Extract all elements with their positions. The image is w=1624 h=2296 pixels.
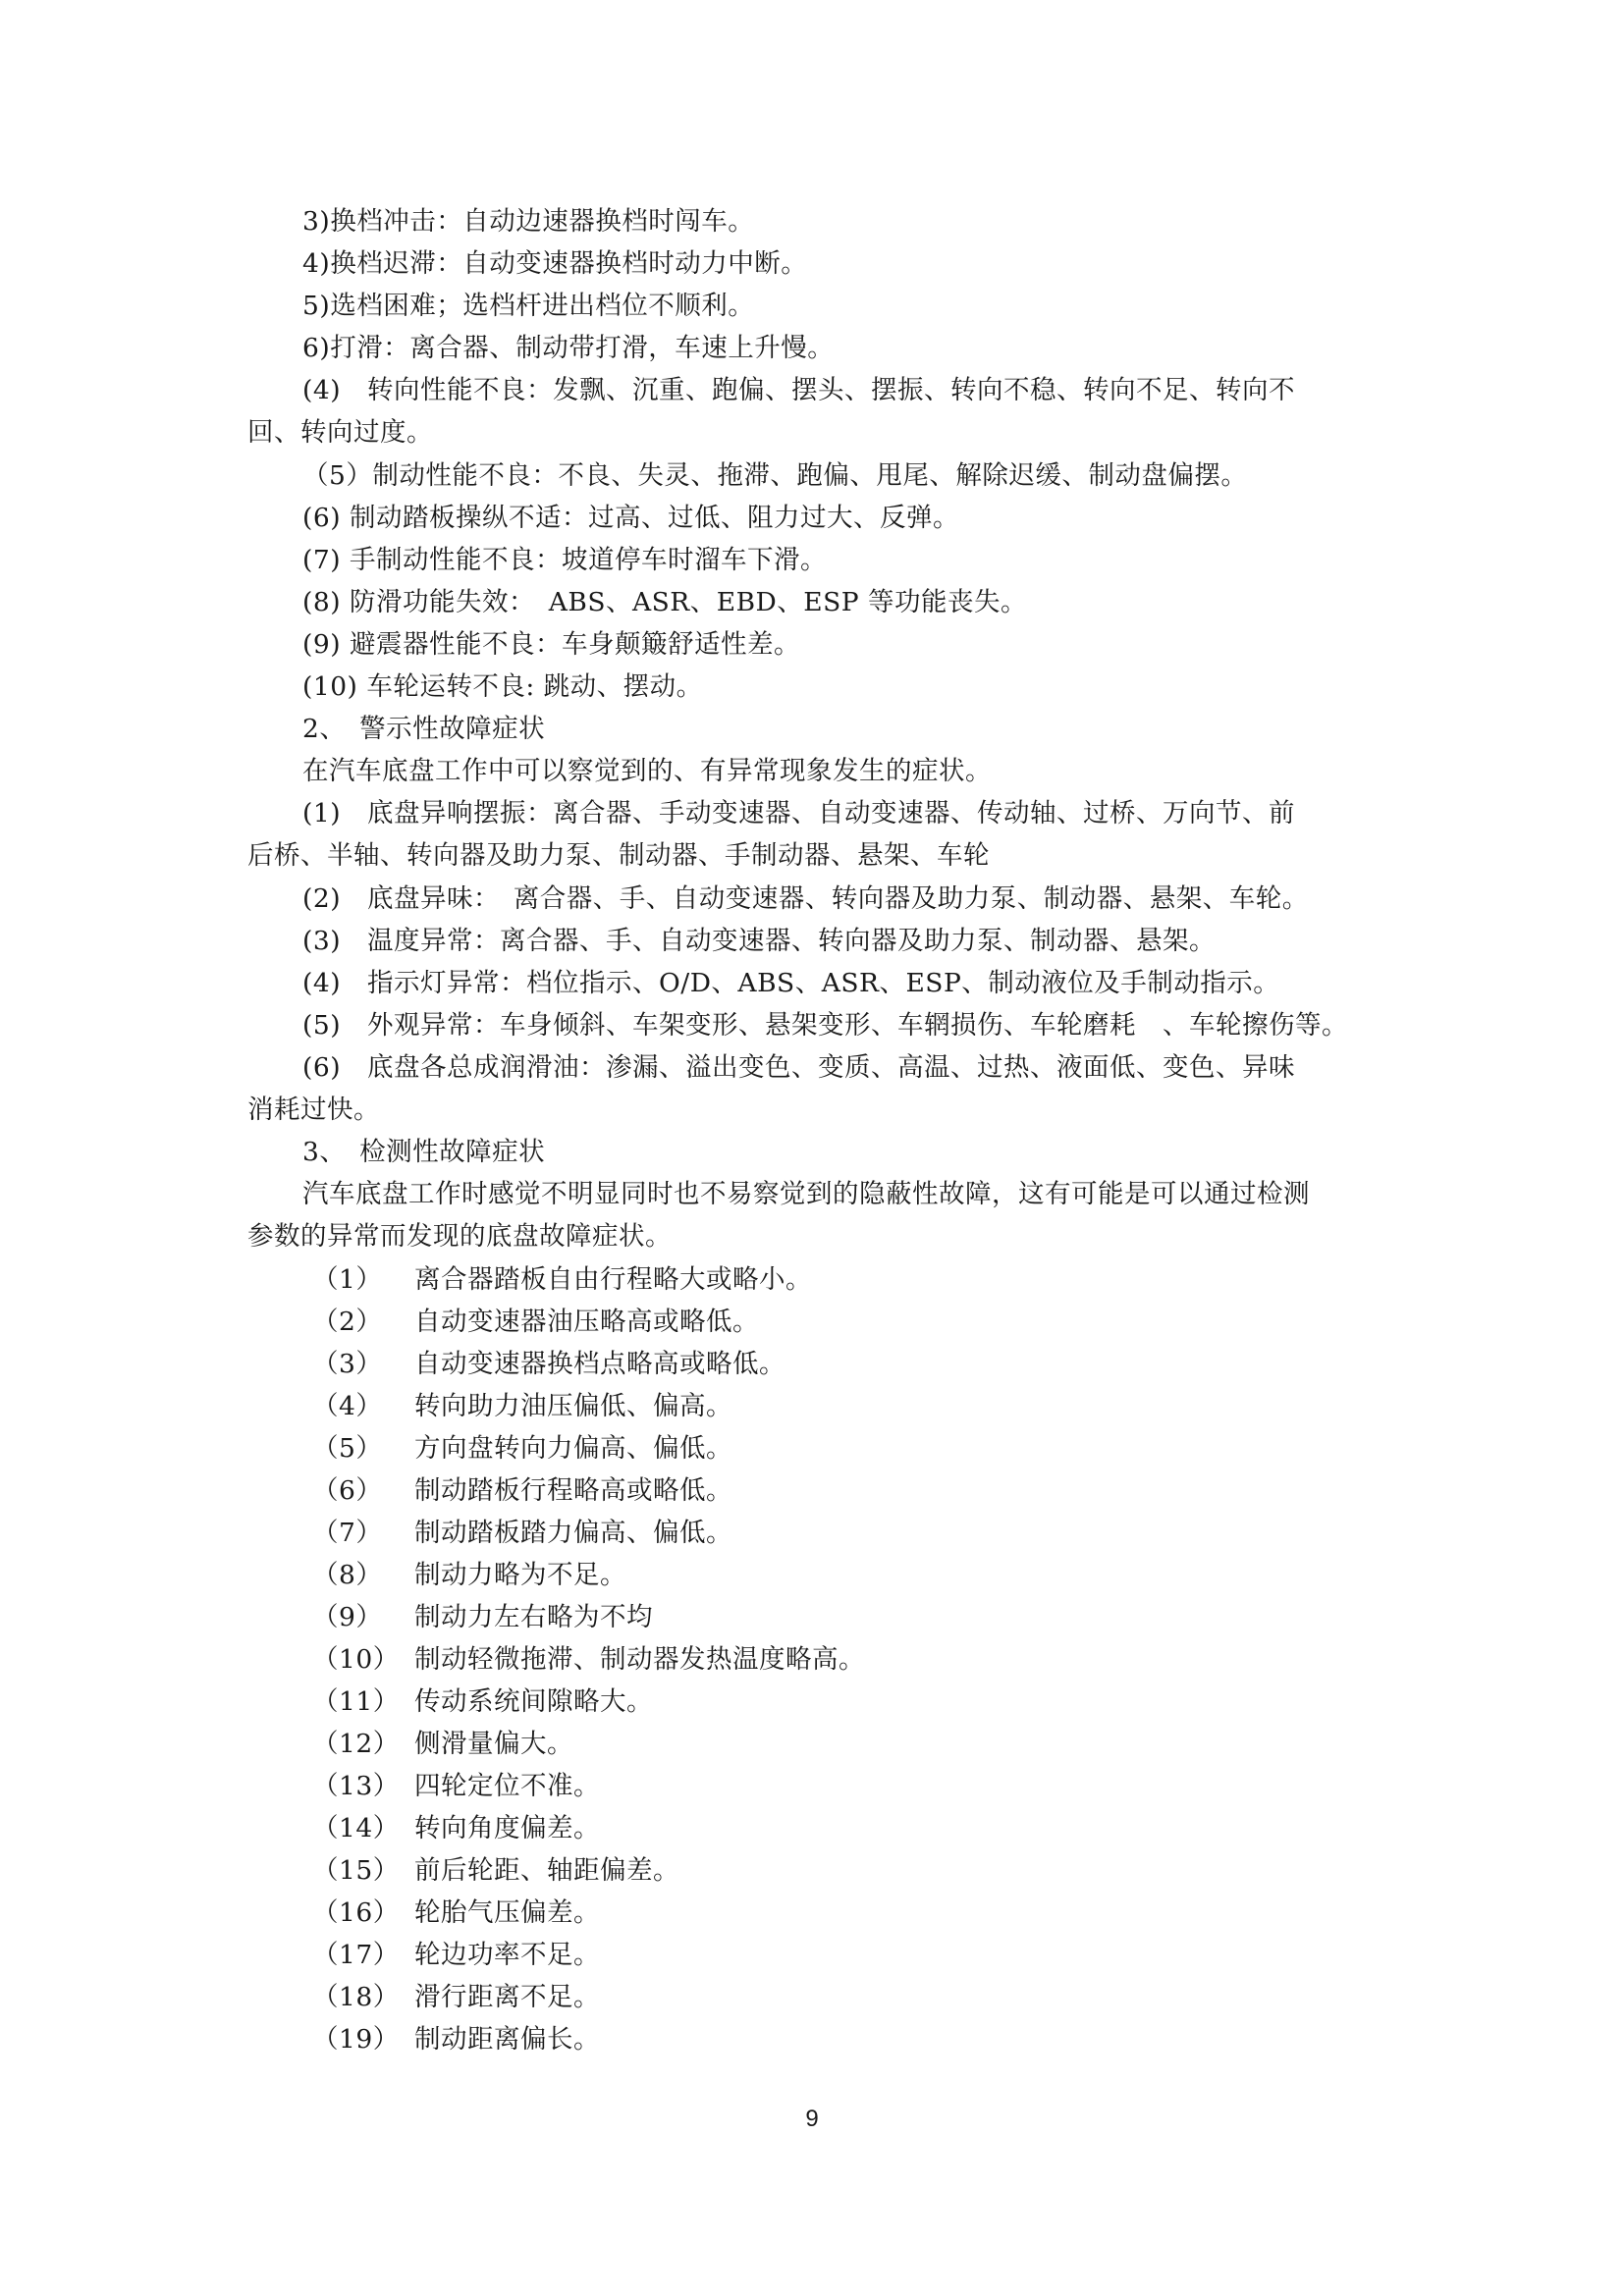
list-item: （16） 轮胎气压偏差。 <box>312 1897 600 1928</box>
list-item: （2） 自动变速器油压略高或略低。 <box>312 1307 759 1337</box>
list-item: （17） 轮边功率不足。 <box>312 1940 600 1970</box>
list-item: （10） 制动轻微拖滞、制动器发热温度略高。 <box>312 1644 865 1675</box>
text-line: (4) 转向性能不良：发飘、沉重、跑偏、摆头、摆振、转向不稳、转向不足、转向不 <box>302 375 1296 405</box>
list-item: （13） 四轮定位不准。 <box>312 1771 600 1801</box>
list-item: （12） 侧滑量偏大。 <box>312 1729 573 1759</box>
list-item: （4） 转向助力油压偏低、偏高。 <box>312 1391 732 1421</box>
text-line: (4) 指示灯异常：档位指示、O/D、ABS、ASR、ESP、制动液位及手制动指示。 <box>302 968 1280 998</box>
text-line: 4)换档迟滞：自动变速器换档时动力中断。 <box>302 248 808 279</box>
text-line: 5)选档困难；选档杆进出档位不顺利。 <box>302 291 755 321</box>
list-item: （8） 制动力略为不足。 <box>312 1560 626 1590</box>
text-line: 在汽车底盘工作中可以察觉到的、有异常现象发生的症状。 <box>302 756 992 786</box>
text-line: （5）制动性能不良：不良、失灵、拖滞、跑偏、甩尾、解除迟缓、制动盘偏摆。 <box>302 460 1248 491</box>
text-line: 后桥、半轴、转向器及助力泵、制动器、手制动器、悬架、车轮 <box>247 840 990 871</box>
text-line: (10) 车轮运转不良: 跳动、摆动。 <box>302 671 703 702</box>
text-line: (5) 外观异常：车身倾斜、车架变形、悬架变形、车辋损伤、车轮磨耗 、车轮擦伤等。 <box>302 1010 1349 1041</box>
text-line: (1) 底盘异响摆振：离合器、手动变速器、自动变速器、传动轴、过桥、万向节、前 <box>302 798 1296 828</box>
list-item: （14） 转向角度偏差。 <box>312 1813 600 1843</box>
list-item: （15） 前后轮距、轴距偏差。 <box>312 1855 679 1886</box>
text-line: (6) 制动踏板操纵不适：过高、过低、阻力过大、反弹。 <box>302 503 959 533</box>
text-line: 回、转向过度。 <box>247 417 433 448</box>
text-line: 消耗过快。 <box>247 1095 380 1125</box>
section-heading: 2、 警示性故障症状 <box>302 714 546 744</box>
list-item: （19） 制动距离偏长。 <box>312 2024 600 2055</box>
list-item: （6） 制动踏板行程略高或略低。 <box>312 1475 732 1506</box>
list-item: （11） 传动系统间隙略大。 <box>312 1686 653 1717</box>
list-item: （7） 制动踏板踏力偏高、偏低。 <box>312 1518 732 1548</box>
text-line: (8) 防滑功能失效： ABS、ASR、EBD、ESP 等功能丧失。 <box>302 587 1028 617</box>
text-line: 汽车底盘工作时感觉不明显同时也不易察觉到的隐蔽性故障，这有可能是可以通过检测 <box>302 1179 1310 1209</box>
text-line: (3) 温度异常：离合器、手、自动变速器、转向器及助力泵、制动器、悬架。 <box>302 926 1217 956</box>
list-item: （5） 方向盘转向力偏高、偏低。 <box>312 1433 732 1464</box>
text-line: 6)打滑：离合器、制动带打滑，车速上升慢。 <box>302 333 835 363</box>
list-item: （3） 自动变速器换档点略高或略低。 <box>312 1349 785 1379</box>
text-line: 参数的异常而发现的底盘故障症状。 <box>247 1221 672 1252</box>
section-heading: 3、 检测性故障症状 <box>302 1137 546 1167</box>
page-number: 9 <box>805 2106 819 2132</box>
list-item: （1） 离合器踏板自由行程略大或略小。 <box>312 1264 812 1295</box>
text-line: 3)换档冲击：自动边速器换档时闯车。 <box>302 206 755 237</box>
list-item: （9） 制动力左右略为不均 <box>312 1602 653 1632</box>
list-item: （18） 滑行距离不足。 <box>312 1982 600 2012</box>
text-line: (2) 底盘异味： 离合器、手、自动变速器、转向器及助力泵、制动器、悬架、车轮。 <box>302 883 1309 914</box>
text-line: (6) 底盘各总成润滑油：渗漏、溢出变色、变质、高温、过热、液面低、变色、异味 <box>302 1052 1296 1083</box>
text-line: (7) 手制动性能不良：坡道停车时溜车下滑。 <box>302 545 827 575</box>
text-line: (9) 避震器性能不良：车身颠簸舒适性差。 <box>302 629 800 660</box>
